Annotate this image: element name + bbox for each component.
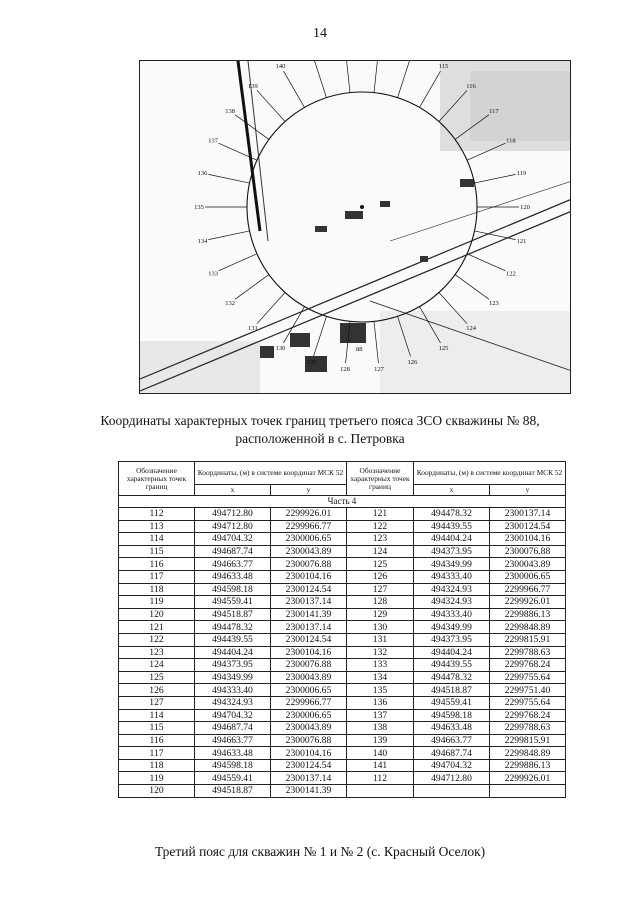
table-cell: 494373.95 xyxy=(194,659,270,672)
table-cell: 139 xyxy=(346,734,413,747)
boundary-ray xyxy=(235,275,269,300)
table-cell: 494704.32 xyxy=(194,533,270,546)
table-cell: 494478.32 xyxy=(194,621,270,634)
table-cell: 2300124.54 xyxy=(489,520,565,533)
table-cell: 494518.87 xyxy=(194,785,270,798)
table-cell: 494439.55 xyxy=(414,659,490,672)
table-cell: 2299755.64 xyxy=(489,671,565,684)
table-cell: 2299966.77 xyxy=(489,583,565,596)
table-cell: 2299926.01 xyxy=(489,596,565,609)
point-label: 121 xyxy=(516,237,527,245)
table-cell: 494404.24 xyxy=(414,646,490,659)
table-cell: 126 xyxy=(346,570,413,583)
table-cell: 494559.41 xyxy=(414,696,490,709)
point-label: 134 xyxy=(197,237,208,245)
table-row xyxy=(119,785,566,798)
table-cell: 2299848.89 xyxy=(489,621,565,634)
boundary-ray xyxy=(346,61,350,93)
table-cell: 2300104.16 xyxy=(489,533,565,546)
boundary-ray xyxy=(235,115,269,140)
table-cell: 2300043.89 xyxy=(489,558,565,571)
table-cell: 2300076.88 xyxy=(270,659,346,672)
table-cell: 2300137.14 xyxy=(270,621,346,634)
table-cell: 494598.18 xyxy=(194,759,270,772)
table-cell: 494712.80 xyxy=(194,508,270,521)
table-cell: 2299815.91 xyxy=(489,633,565,646)
table-cell: 135 xyxy=(346,684,413,697)
table-cell: 2300124.54 xyxy=(270,583,346,596)
table-row xyxy=(119,596,566,609)
table-cell xyxy=(414,785,490,798)
table-cell: 117 xyxy=(119,747,195,760)
table-cell: 494687.74 xyxy=(194,545,270,558)
table-row xyxy=(119,696,566,709)
table-cell: 138 xyxy=(346,722,413,735)
table-cell: 112 xyxy=(346,772,413,785)
table-cell: 494349.99 xyxy=(194,671,270,684)
table-caption-line-1: Координаты характерных точек границ третьего пояса ЗСО скважины № 88, xyxy=(100,413,540,428)
point-label: 123 xyxy=(488,299,499,307)
point-label: 129 xyxy=(306,359,317,367)
point-label: 118 xyxy=(506,137,516,145)
point-label: 116 xyxy=(466,82,476,90)
table-cell: 2300141.39 xyxy=(270,785,346,798)
boundary-ray xyxy=(474,231,515,240)
table-cell: 494333.40 xyxy=(414,570,490,583)
table-row xyxy=(119,734,566,747)
table-cell: 494518.87 xyxy=(414,684,490,697)
table-cell: 494324.93 xyxy=(414,583,490,596)
table-cell: 2300124.54 xyxy=(270,633,346,646)
boundary-ray xyxy=(374,61,378,93)
table-row xyxy=(119,508,566,521)
table-cell: 2299886.13 xyxy=(489,608,565,621)
table-row xyxy=(119,772,566,785)
table-cell: 2300104.16 xyxy=(270,646,346,659)
table-cell: 2300006.65 xyxy=(270,684,346,697)
boundary-ray xyxy=(455,275,489,300)
table-cell: 494598.18 xyxy=(194,583,270,596)
table-cell: 124 xyxy=(119,659,195,672)
table-row xyxy=(119,633,566,646)
header-coords-left: Координаты, (м) в системе координат МСК 52 xyxy=(194,462,346,485)
table-cell: 494349.99 xyxy=(414,621,490,634)
table-cell: 494404.24 xyxy=(194,646,270,659)
table-cell: 127 xyxy=(346,583,413,596)
header-x-right: x xyxy=(414,485,490,496)
footer-caption: Третий пояс для скважин № 1 и № 2 (с. Красный Оселок) xyxy=(154,844,486,859)
table-cell: 494687.74 xyxy=(194,722,270,735)
table-row xyxy=(119,646,566,659)
point-label: 139 xyxy=(248,82,258,90)
table-cell: 494704.32 xyxy=(414,759,490,772)
table-cell: 125 xyxy=(346,558,413,571)
point-label: 138 xyxy=(225,108,236,116)
table-row xyxy=(119,608,566,621)
zone-map xyxy=(139,60,571,394)
table-cell: 494333.40 xyxy=(194,684,270,697)
table-cell: 124 xyxy=(346,545,413,558)
boundary-ray xyxy=(398,61,411,98)
point-label: 128 xyxy=(340,366,350,374)
table-row xyxy=(119,545,566,558)
table-cell: 115 xyxy=(119,722,195,735)
point-label: 117 xyxy=(489,108,499,116)
table-cell: 116 xyxy=(119,558,195,571)
table-caption-line-2: расположенной в с. Петровка xyxy=(235,431,405,446)
table-cell: 2300137.14 xyxy=(489,508,565,521)
table-cell: 113 xyxy=(119,520,195,533)
point-label: 131 xyxy=(248,325,258,333)
table-cell: 494712.80 xyxy=(414,772,490,785)
boundary-ray xyxy=(420,71,441,107)
section-label: Часть 4 xyxy=(119,496,566,508)
table-cell: 123 xyxy=(346,533,413,546)
point-label: 125 xyxy=(438,345,449,353)
table-cell: 494439.55 xyxy=(194,633,270,646)
table-cell: 118 xyxy=(119,583,195,596)
table-row xyxy=(119,621,566,634)
boundary-ray xyxy=(374,321,378,363)
table-cell: 2300076.88 xyxy=(489,545,565,558)
table-cell: 494712.80 xyxy=(194,520,270,533)
header-y-left: y xyxy=(270,485,346,496)
table-cell: 494598.18 xyxy=(414,709,490,722)
table-cell: 494333.40 xyxy=(414,608,490,621)
table-cell: 114 xyxy=(119,533,195,546)
coordinates-body xyxy=(119,508,566,798)
table-cell: 2299926.01 xyxy=(270,508,346,521)
table-cell: 2300043.89 xyxy=(270,671,346,684)
table-cell: 126 xyxy=(119,684,195,697)
point-label: 122 xyxy=(506,270,516,278)
table-cell: 2299788.63 xyxy=(489,646,565,659)
zone-map-drawing xyxy=(140,61,571,394)
table-row xyxy=(119,684,566,697)
table-cell: 141 xyxy=(346,759,413,772)
table-cell: 120 xyxy=(119,785,195,798)
table-cell: 494404.24 xyxy=(414,533,490,546)
point-label: 136 xyxy=(197,170,208,178)
table-cell: 494518.87 xyxy=(194,608,270,621)
table-row xyxy=(119,747,566,760)
table-cell: 494559.41 xyxy=(194,772,270,785)
table-row xyxy=(119,520,566,533)
table-cell: 2299755.64 xyxy=(489,696,565,709)
table-cell: 127 xyxy=(119,696,195,709)
boundary-ray xyxy=(257,90,285,121)
table-cell: 494373.95 xyxy=(414,545,490,558)
table-cell: 2300104.16 xyxy=(270,570,346,583)
point-label: 120 xyxy=(520,204,530,211)
point-label: 130 xyxy=(275,345,286,353)
table-cell: 116 xyxy=(119,734,195,747)
point-label: 115 xyxy=(438,62,449,70)
table-cell: 2300141.39 xyxy=(270,608,346,621)
table-cell: 132 xyxy=(346,646,413,659)
boundary-ray xyxy=(208,231,249,240)
well-label: 88 xyxy=(356,346,363,353)
table-header-row xyxy=(119,462,566,485)
table-cell: 2300006.65 xyxy=(270,709,346,722)
point-label: 127 xyxy=(374,366,384,374)
table-cell: 121 xyxy=(346,508,413,521)
table-cell: 494704.32 xyxy=(194,709,270,722)
table-cell: 2300137.14 xyxy=(270,772,346,785)
table-row xyxy=(119,583,566,596)
table-cell: 2300006.65 xyxy=(489,570,565,583)
point-label: 135 xyxy=(194,204,204,211)
table-cell: 2300043.89 xyxy=(270,545,346,558)
boundary-ray xyxy=(284,71,305,107)
table-row xyxy=(119,533,566,546)
table-cell: 494349.99 xyxy=(414,558,490,571)
coordinates-table xyxy=(118,461,566,798)
table-cell: 2299966.77 xyxy=(270,520,346,533)
boundary-ray xyxy=(313,61,326,98)
table-cell: 494687.74 xyxy=(414,747,490,760)
table-cell: 2300124.54 xyxy=(270,759,346,772)
table-cell: 128 xyxy=(346,596,413,609)
table-cell: 133 xyxy=(346,659,413,672)
table-cell: 120 xyxy=(119,608,195,621)
table-cell: 494324.93 xyxy=(414,596,490,609)
table-cell: 494439.55 xyxy=(414,520,490,533)
header-designation-right: Обозначение характерных точек границ xyxy=(346,462,413,496)
boundary-ray xyxy=(219,254,257,271)
table-row xyxy=(119,709,566,722)
map-terrain xyxy=(140,61,571,394)
boundary-ray xyxy=(313,316,326,356)
table-cell: 140 xyxy=(346,747,413,760)
table-cell: 2299886.13 xyxy=(489,759,565,772)
table-cell: 494633.48 xyxy=(414,722,490,735)
boundary-ray xyxy=(474,174,515,183)
table-cell: 131 xyxy=(346,633,413,646)
table-cell: 2299815.91 xyxy=(489,734,565,747)
table-cell: 494373.95 xyxy=(414,633,490,646)
table-cell: 2299788.63 xyxy=(489,722,565,735)
table-cell: 137 xyxy=(346,709,413,722)
table-cell: 494663.77 xyxy=(414,734,490,747)
table-cell: 2300137.14 xyxy=(270,596,346,609)
table-cell: 2299768.24 xyxy=(489,709,565,722)
table-cell: 494633.48 xyxy=(194,747,270,760)
table-row xyxy=(119,671,566,684)
table-cell: 2299751.40 xyxy=(489,684,565,697)
table-cell: 494633.48 xyxy=(194,570,270,583)
table-section-row xyxy=(119,496,566,508)
point-label: 137 xyxy=(208,137,218,145)
table-cell: 2299848.89 xyxy=(489,747,565,760)
table-cell: 494663.77 xyxy=(194,734,270,747)
boundary-ray xyxy=(257,292,285,323)
boundary-ray xyxy=(208,174,249,183)
header-x-left: x xyxy=(194,485,270,496)
table-cell: 125 xyxy=(119,671,195,684)
point-label: 132 xyxy=(225,299,236,307)
table-cell: 494478.32 xyxy=(414,508,490,521)
table-row xyxy=(119,659,566,672)
table-row xyxy=(119,722,566,735)
table-cell: 494663.77 xyxy=(194,558,270,571)
table-cell: 494478.32 xyxy=(414,671,490,684)
table-cell: 134 xyxy=(346,671,413,684)
table-cell: 130 xyxy=(346,621,413,634)
table-cell xyxy=(489,785,565,798)
header-coords-right: Координаты, (м) в системе координат МСК 52 xyxy=(414,462,566,485)
point-label: 133 xyxy=(208,270,218,278)
table-cell: 118 xyxy=(119,759,195,772)
table-cell: 2300043.89 xyxy=(270,722,346,735)
table-cell: 2300104.16 xyxy=(270,747,346,760)
table-row xyxy=(119,570,566,583)
table-row xyxy=(119,558,566,571)
table-row xyxy=(119,759,566,772)
point-label: 124 xyxy=(466,325,476,333)
table-cell: 114 xyxy=(119,709,195,722)
table-cell: 122 xyxy=(119,633,195,646)
table-cell: 136 xyxy=(346,696,413,709)
point-label: 126 xyxy=(407,359,418,367)
page-number: 14 xyxy=(313,26,327,41)
table-cell: 2300006.65 xyxy=(270,533,346,546)
table-cell: 494324.93 xyxy=(194,696,270,709)
point-label: 119 xyxy=(516,170,527,178)
table-cell: 494559.41 xyxy=(194,596,270,609)
point-label: 140 xyxy=(275,62,286,70)
boundary-ray xyxy=(467,254,505,271)
table-cell: 119 xyxy=(119,772,195,785)
table-cell: 2300076.88 xyxy=(270,558,346,571)
table-cell: 2300076.88 xyxy=(270,734,346,747)
table-cell: 123 xyxy=(119,646,195,659)
table-cell: 115 xyxy=(119,545,195,558)
table-cell: 121 xyxy=(119,621,195,634)
table-cell xyxy=(346,785,413,798)
table-cell: 2299768.24 xyxy=(489,659,565,672)
table-cell: 117 xyxy=(119,570,195,583)
table-cell: 112 xyxy=(119,508,195,521)
header-designation-left: Обозначение характерных точек границ xyxy=(119,462,195,496)
table-cell: 2299926.01 xyxy=(489,772,565,785)
well-marker xyxy=(360,205,364,209)
table-cell: 129 xyxy=(346,608,413,621)
table-cell: 119 xyxy=(119,596,195,609)
header-y-right: y xyxy=(489,485,565,496)
table-cell: 122 xyxy=(346,520,413,533)
table-cell: 2299966.77 xyxy=(270,696,346,709)
